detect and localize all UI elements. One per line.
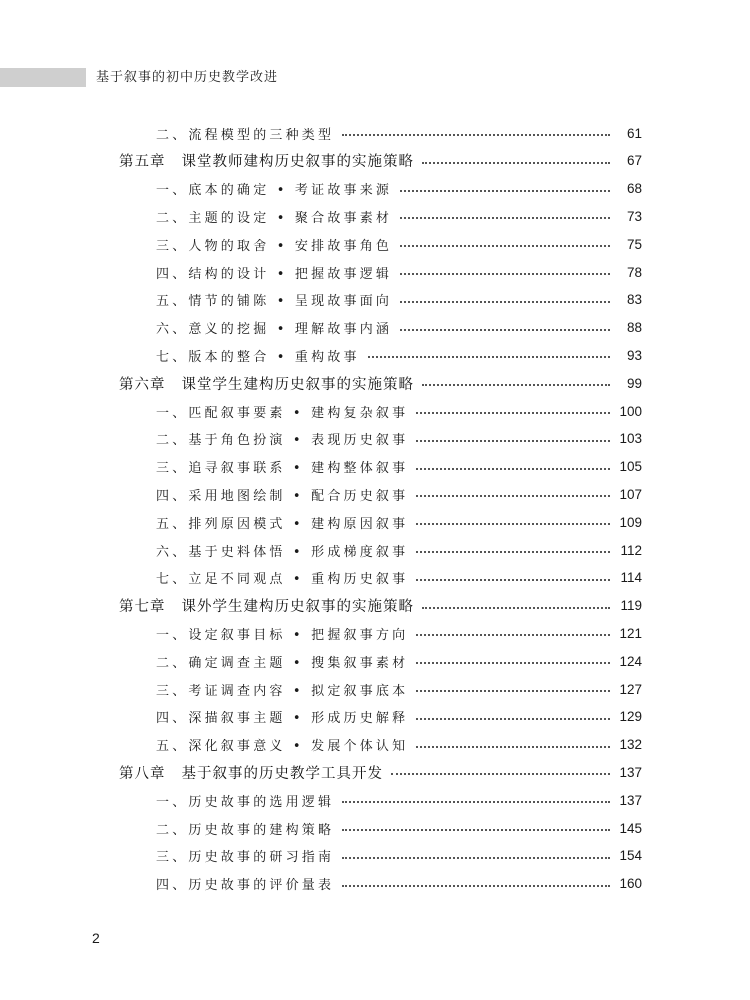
dot-leader <box>416 453 610 481</box>
toc-entry-label: 四、深描叙事主题 • 形成历史解释 <box>156 711 409 727</box>
dot-leader <box>416 508 610 536</box>
toc-entry-label: 二、历史故事的建构策略 <box>156 822 335 838</box>
toc-page-number: 119 <box>620 598 642 614</box>
dot-leader <box>422 592 610 620</box>
toc-section-row <box>0 647 750 675</box>
chapter-number: 第八章 <box>119 765 166 782</box>
dot-leader <box>416 703 610 731</box>
toc-entry-label: 五、情节的铺陈 • 呈现故事面向 <box>156 294 393 310</box>
toc-entry-label: 七、立足不同观点 • 重构历史叙事 <box>156 572 409 588</box>
running-header-title: 基于叙事的初中历史教学改进 <box>96 70 279 85</box>
toc-page-number: 67 <box>626 153 642 169</box>
toc-chapter-row <box>0 369 750 397</box>
toc-entry-label: 四、历史故事的评价量表 <box>156 878 335 894</box>
toc-page-number: 160 <box>619 876 642 892</box>
toc-entry-label: 三、考证调查内容 • 拟定叙事底本 <box>156 683 409 699</box>
toc-page-number: 114 <box>620 570 642 586</box>
toc-entry-label <box>119 150 414 171</box>
toc-page-number: 121 <box>619 625 642 641</box>
toc-entry-label <box>119 595 414 616</box>
toc-entry-label: 六、意义的挖掘 • 理解故事内涵 <box>156 322 393 338</box>
toc-page-number: 75 <box>626 236 642 252</box>
page-number: 2 <box>92 930 100 946</box>
chapter-title: 课堂学生建构历史叙事的实施策略 <box>181 376 414 393</box>
toc-section-row <box>0 286 750 314</box>
toc-entry-label: 二、确定调查主题 • 搜集叙事素材 <box>156 655 409 671</box>
toc-entry-label: 二、主题的设定 • 聚合故事素材 <box>156 210 393 226</box>
toc-section-row <box>0 842 750 870</box>
toc-entry-label: 六、基于史料体悟 • 形成梯度叙事 <box>156 544 409 560</box>
dot-leader <box>416 480 610 508</box>
toc-page-number: 78 <box>626 264 642 280</box>
toc-chapter-row <box>0 147 750 175</box>
dot-leader <box>368 341 610 369</box>
toc-page-number: 129 <box>619 709 642 725</box>
toc-section-row <box>0 453 750 481</box>
toc-page-number: 93 <box>626 347 642 363</box>
toc-section-row <box>0 230 750 258</box>
toc-page-number: 124 <box>619 653 642 669</box>
dot-leader <box>400 286 610 314</box>
toc-entry-label: 一、历史故事的选用逻辑 <box>156 794 335 810</box>
dot-leader <box>416 675 610 703</box>
toc-entry-label: 五、深化叙事意义 • 发展个体认知 <box>156 739 409 755</box>
dot-leader <box>422 147 610 175</box>
toc-entry-label: 七、版本的整合 • 重构故事 <box>156 349 360 365</box>
toc-section-row <box>0 175 750 203</box>
dot-leader <box>416 564 610 592</box>
toc-entry-label <box>119 373 414 394</box>
dot-leader <box>391 758 610 786</box>
dot-leader <box>342 870 610 898</box>
toc-section-row <box>0 202 750 230</box>
toc-chapter-row <box>0 758 750 786</box>
toc-entry-label: 二、流程模型的三种类型 <box>156 127 335 143</box>
toc-section-row <box>0 341 750 369</box>
chapter-title: 课外学生建构历史叙事的实施策略 <box>181 599 414 616</box>
dot-leader <box>416 536 610 564</box>
toc-page-number: 107 <box>619 486 642 502</box>
toc-section-row <box>0 786 750 814</box>
dot-leader <box>342 119 610 147</box>
chapter-number: 第六章 <box>119 376 166 393</box>
dot-leader <box>342 842 610 870</box>
chapter-title: 课堂教师建构历史叙事的实施策略 <box>181 154 414 171</box>
toc-page-number: 73 <box>626 208 642 224</box>
toc-section-row <box>0 119 750 147</box>
toc-page-number: 145 <box>619 820 642 836</box>
chapter-number: 第五章 <box>119 154 166 171</box>
toc-entry-label: 一、设定叙事目标 • 把握叙事方向 <box>156 627 409 643</box>
toc-entry-label: 五、排列原因模式 • 建构原因叙事 <box>156 516 409 532</box>
toc-page-number: 99 <box>626 375 642 391</box>
toc-page-number: 68 <box>626 181 642 197</box>
toc-page-number: 137 <box>619 792 642 808</box>
toc-page-number: 112 <box>620 542 642 558</box>
toc-section-row <box>0 731 750 759</box>
dot-leader <box>416 647 610 675</box>
toc-page-number: 105 <box>619 459 642 475</box>
toc-page-number: 100 <box>619 403 642 419</box>
dot-leader <box>400 230 610 258</box>
toc-entry-label: 三、历史故事的研习指南 <box>156 850 335 866</box>
toc-entry-label: 一、匹配叙事要素 • 建构复杂叙事 <box>156 405 409 421</box>
chapter-number: 第七章 <box>119 599 166 616</box>
toc-page-number: 61 <box>626 125 642 141</box>
toc-section-row <box>0 258 750 286</box>
dot-leader <box>416 425 610 453</box>
toc-entry-label: 三、追寻叙事联系 • 建构整体叙事 <box>156 461 409 477</box>
toc-section-row <box>0 314 750 342</box>
toc-section-row <box>0 564 750 592</box>
dot-leader <box>416 731 610 759</box>
toc-section-row <box>0 508 750 536</box>
chapter-title: 基于叙事的历史教学工具开发 <box>181 765 383 782</box>
toc-page-number: 132 <box>619 737 642 753</box>
toc-page-number: 103 <box>619 431 642 447</box>
dot-leader <box>400 314 610 342</box>
dot-leader <box>400 175 610 203</box>
toc-section-row <box>0 703 750 731</box>
toc-section-row <box>0 870 750 898</box>
toc-entry-label: 三、人物的取舍 • 安排故事角色 <box>156 238 393 254</box>
toc-chapter-row <box>0 592 750 620</box>
toc-section-row <box>0 480 750 508</box>
toc-page-number: 137 <box>619 764 642 780</box>
dot-leader <box>416 397 610 425</box>
toc-page-number: 83 <box>626 292 642 308</box>
toc-section-row <box>0 619 750 647</box>
toc-section-row <box>0 814 750 842</box>
dot-leader <box>416 619 610 647</box>
toc-entry-label: 二、基于角色扮演 • 表现历史叙事 <box>156 433 409 449</box>
dot-leader <box>400 202 610 230</box>
toc-entry-label <box>119 762 383 783</box>
toc-section-row <box>0 425 750 453</box>
toc-entry-label: 四、结构的设计 • 把握故事逻辑 <box>156 266 393 282</box>
toc-section-row <box>0 536 750 564</box>
toc-entry-label: 四、采用地图绘制 • 配合历史叙事 <box>156 488 409 504</box>
toc-page-number: 127 <box>619 681 642 697</box>
toc-section-row <box>0 397 750 425</box>
dot-leader <box>342 814 610 842</box>
toc-page-number: 154 <box>619 848 642 864</box>
toc-page-number: 88 <box>626 320 642 336</box>
toc-entry-label: 一、底本的确定 • 考证故事来源 <box>156 183 393 199</box>
dot-leader <box>422 369 610 397</box>
toc-section-row <box>0 675 750 703</box>
header-bar <box>0 68 86 87</box>
dot-leader <box>400 258 610 286</box>
toc-page-number: 109 <box>619 514 642 530</box>
dot-leader <box>342 786 610 814</box>
